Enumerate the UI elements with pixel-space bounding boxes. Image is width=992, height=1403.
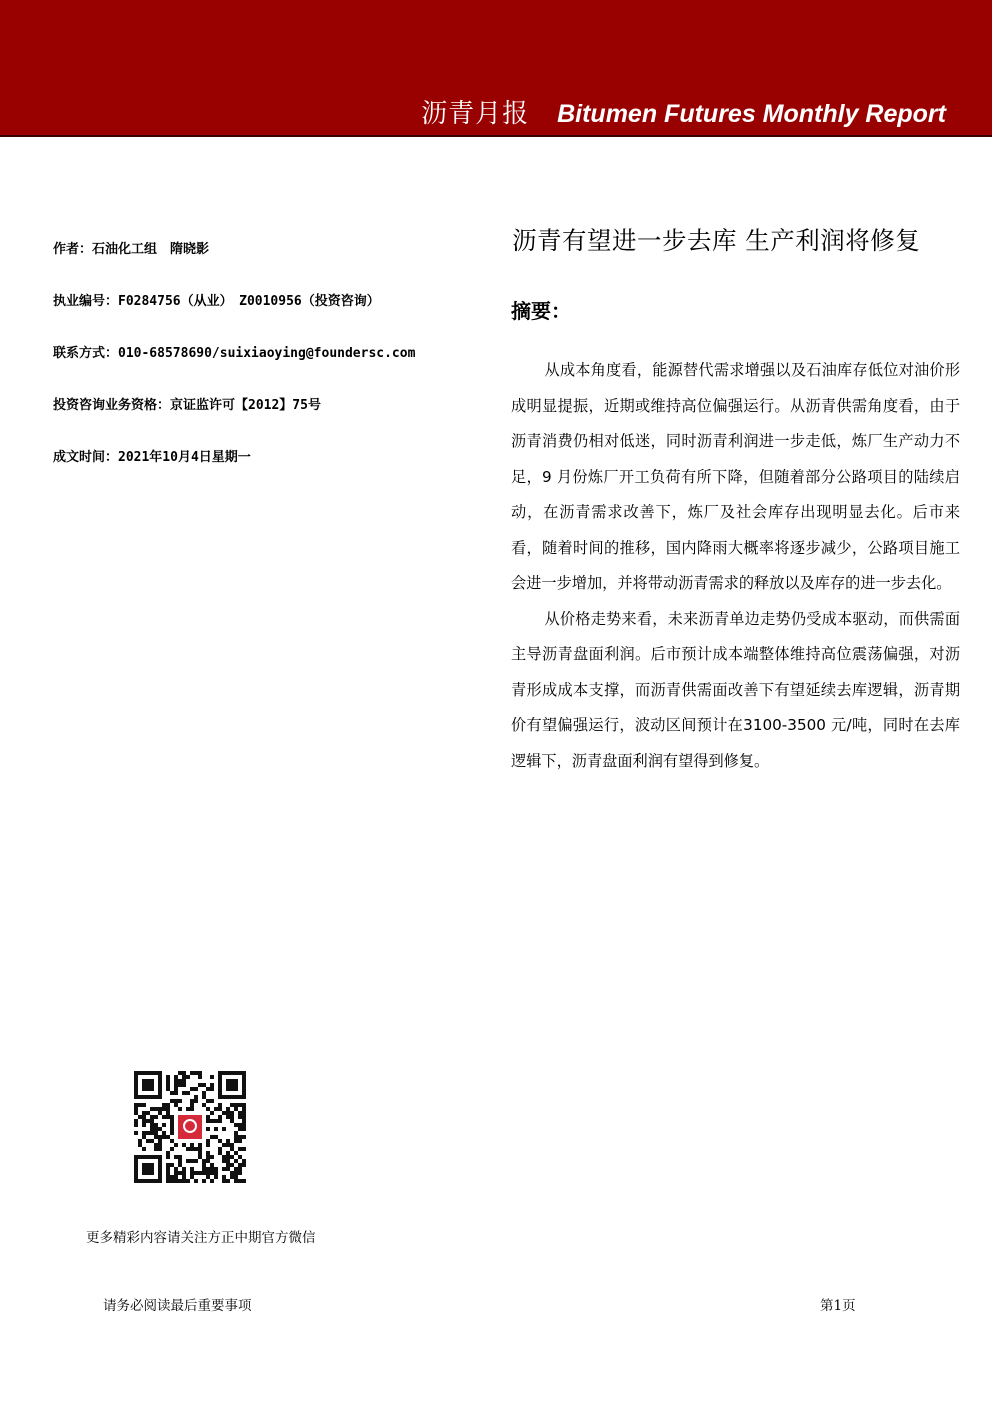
footer-notice: 请务必阅读最后重要事项 [103, 1298, 252, 1314]
author-info [53, 240, 483, 500]
qualification-line: 投资咨询业务资格：京证监许可【2012】75号 [53, 398, 321, 413]
page-number: 第1页 [820, 1298, 856, 1314]
abstract-body [511, 353, 960, 779]
qr-code-graphic [134, 1071, 246, 1183]
abstract-heading: 摘要： [511, 299, 571, 323]
header-rule [0, 135, 992, 137]
report-title: 沥青有望进一步去库 生产利润将修复 [512, 226, 921, 255]
date-line: 成文时间：2021年10月4日星期一 [53, 450, 251, 465]
header-title-en: Bitumen Futures Monthly Report [557, 100, 946, 128]
qr-caption: 更多精彩内容请关注方正中期官方微信 [86, 1230, 316, 1246]
abstract-paragraph: 从成本角度看，能源替代需求增强以及石油库存低位对油价形成明显提振，近期或维持高位偏强运行。从沥青供需角度看，由于沥青消费仍相对低迷，同时沥青利润进一步走低，炼厂生产动力不足，9 月份炼厂开工负荷有所下降，但随着部分公路项目的陆续启动，在沥青需求改善下，炼厂及社会库存出现明显去化。后市来看，随着时间的推移，国内降雨大概率将逐步减少，公路项目施工会进一步增加，并将带动沥青需求的释放以及库存的进一步去化。 [511, 361, 960, 592]
license-line: 执业编号：F0284756（从业） Z0010956（投资咨询） [53, 294, 380, 309]
qr-code-icon [134, 1071, 246, 1183]
contact-line: 联系方式：010-68578690/suixiaoying@foundersc.com [53, 346, 416, 361]
header-title [421, 93, 946, 133]
abstract-paragraph: 从价格走势来看，未来沥青单边走势仍受成本驱动，而供需面主导沥青盘面利润。后市预计成本端整体维持高位震荡偏强，对沥青形成成本支撑，而沥青供需面改善下有望延续去库逻辑，沥青期价有望偏强运行，波动区间预计在3100-3500 元/吨，同时在去库逻辑下，沥青盘面利润有望得到修复。 [511, 609, 960, 770]
header-title-cn: 沥青月报 [421, 99, 530, 129]
author-line: 作者：石油化工组 隋晓影 [53, 242, 210, 257]
